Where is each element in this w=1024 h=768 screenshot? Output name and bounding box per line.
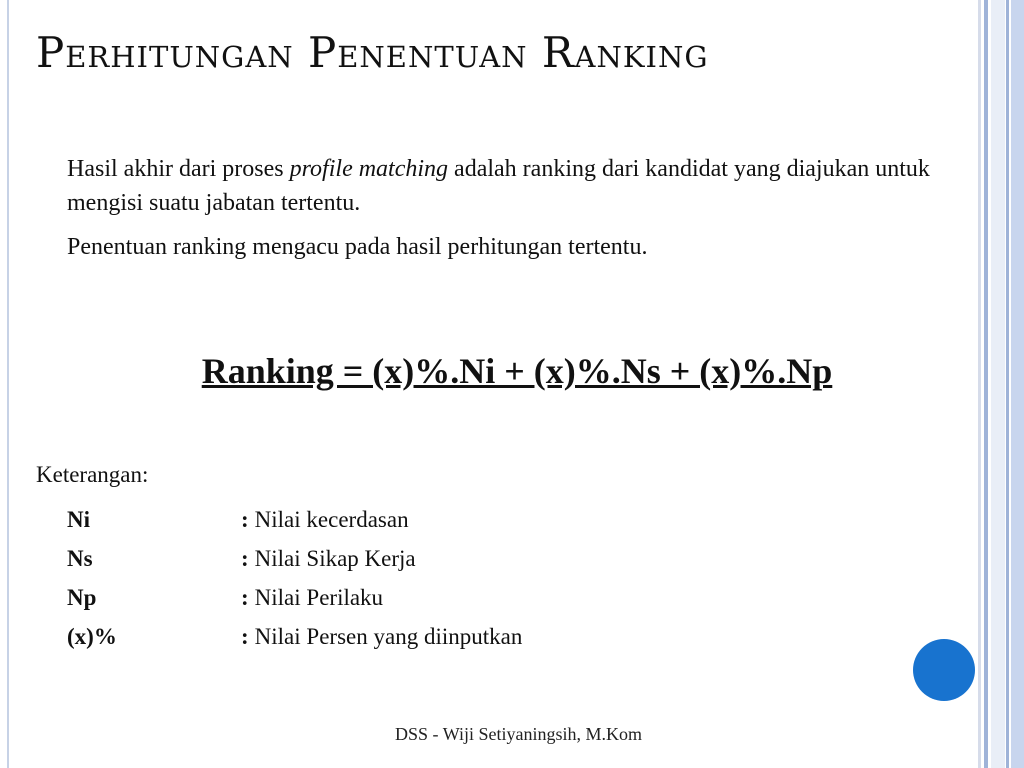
- intro-italic-term: profile matching: [289, 156, 449, 182]
- slide-footer: DSS - Wiji Setiyaningsih, M.Kom: [395, 724, 642, 744]
- legend-term: Ns: [67, 545, 93, 571]
- intro-text-end: adalah ranking dari kandidat yang diajukan untuk mengisi suatu jabatan tertentu.: [67, 156, 930, 216]
- legend-description: Nilai Persen yang diinputkan: [254, 623, 523, 649]
- legend-colon: :: [241, 545, 249, 571]
- legend-colon: :: [241, 506, 249, 532]
- intro-text-start: Hasil akhir dari proses: [67, 156, 290, 182]
- second-paragraph: Penentuan ranking mengacu pada hasil perhitungan tertentu.: [67, 234, 648, 260]
- legend-description: Nilai Perilaku: [254, 584, 384, 610]
- legend-list: [67, 500, 767, 656]
- legend-row-ns: [67, 539, 767, 578]
- legend-colon: :: [241, 623, 249, 649]
- legend-term: Ni: [67, 506, 90, 532]
- slide-title: Perhitungan Penentuan Ranking: [36, 28, 709, 77]
- keterangan-label: Keterangan:: [36, 462, 149, 487]
- legend-colon: :: [241, 584, 249, 610]
- intro-paragraph: [67, 152, 1002, 220]
- legend-description: Nilai Sikap Kerja: [254, 545, 416, 571]
- legend-term: Np: [67, 584, 97, 610]
- legend-row-np: [67, 578, 767, 617]
- blue-circle-decoration: [913, 639, 975, 701]
- legend-term: (x)%: [67, 623, 117, 649]
- legend-row-ni: [67, 500, 767, 539]
- legend-row-x-percent: [67, 617, 767, 656]
- legend-description: Nilai kecerdasan: [254, 506, 409, 532]
- ranking-formula: Ranking = (x)%.Ni + (x)%.Ns + (x)%.Np: [201, 351, 833, 391]
